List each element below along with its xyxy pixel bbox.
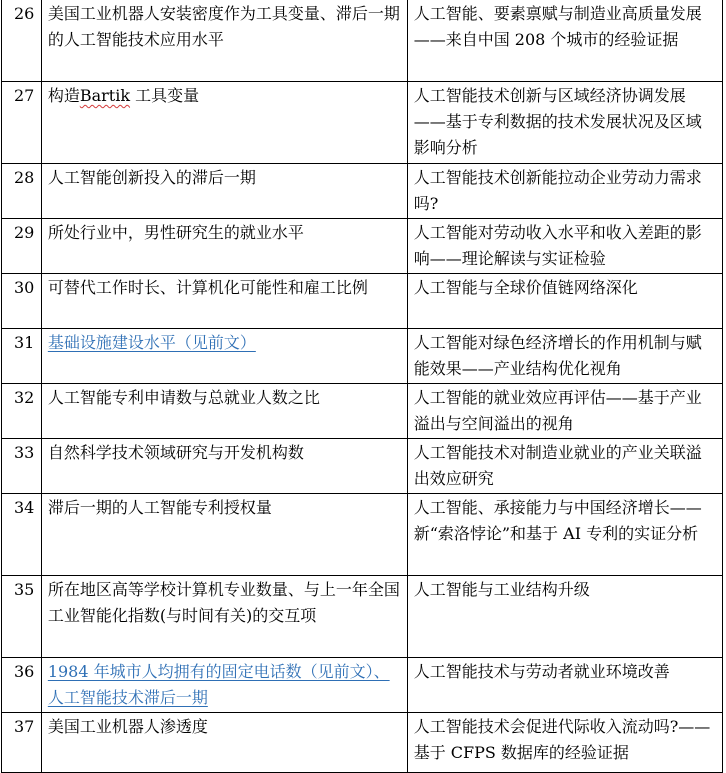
table-row [2, 219, 723, 274]
table-row [2, 576, 723, 658]
paper-title-cell: 人工智能技术创新能拉动企业劳动力需求吗? [407, 164, 722, 219]
cross-reference-link[interactable]: 基础设施建设水平（见前文） [47, 333, 256, 352]
table-row [2, 439, 723, 494]
table-row [2, 713, 723, 773]
table-row [2, 494, 723, 576]
row-number: 36 [2, 658, 42, 713]
row-number: 31 [2, 329, 42, 384]
row-number: 37 [2, 713, 42, 773]
instrument-variable-cell [41, 658, 407, 713]
paper-title-cell: 人工智能技术对制造业就业的产业关联溢出效应研究 [407, 439, 722, 494]
instrument-variable-cell: 可替代工作时长、计算机化可能性和雇工比例 [41, 274, 407, 329]
row-number: 30 [2, 274, 42, 329]
paper-title-cell: 人工智能与全球价值链网络深化 [407, 274, 722, 329]
row-number: 34 [2, 494, 42, 576]
table-row [2, 329, 723, 384]
table-row [2, 164, 723, 219]
table-row [2, 82, 723, 164]
instrument-variable-cell: 人工智能专利申请数与总就业人数之比 [41, 384, 407, 439]
table-row [2, 0, 723, 82]
instrument-variable-cell: 美国工业机器人渗透度 [41, 713, 407, 773]
spellcheck-marked-word: Bartik [79, 86, 131, 105]
instrument-variable-cell: 人工智能创新投入的滞后一期 [41, 164, 407, 219]
row-number: 33 [2, 439, 42, 494]
paper-title-cell: 人工智能对劳动收入水平和收入差距的影响——理论解读与实证检验 [407, 219, 722, 274]
instrument-variable-cell [41, 82, 407, 164]
paper-title-cell: 人工智能、要素禀赋与制造业高质量发展——来自中国 208 个城市的经验证据 [407, 0, 722, 82]
cross-reference-link[interactable]: 1984 年城市人均拥有的固定电话数（见前文）、人工智能技术滞后一期 [47, 662, 390, 707]
row-number: 32 [2, 384, 42, 439]
table-row [2, 274, 723, 329]
paper-title-cell: 人工智能技术与劳动者就业环境改善 [407, 658, 722, 713]
instrument-variable-cell: 自然科学技术领域研究与开发机构数 [41, 439, 407, 494]
instrument-variable-cell [41, 329, 407, 384]
paper-title-cell: 人工智能、承接能力与中国经济增长——新“索洛悖论”和基于 AI 专利的实证分析 [407, 494, 722, 576]
paper-title-cell: 人工智能对绿色经济增长的作用机制与赋能效果——产业结构优化视角 [407, 329, 722, 384]
paper-title-cell: 人工智能技术创新与区域经济协调发展——基于专利数据的技术发展状况及区域影响分析 [407, 82, 722, 164]
paper-title-cell: 人工智能技术会促进代际收入流动吗?——基于 CFPS 数据库的经验证据 [407, 713, 722, 773]
instrument-variable-cell: 滞后一期的人工智能专利授权量 [41, 494, 407, 576]
paper-title-cell: 人工智能与工业结构升级 [407, 576, 722, 658]
row-number: 29 [2, 219, 42, 274]
row-number: 28 [2, 164, 42, 219]
variable-prefix: 构造 [47, 86, 80, 105]
reference-table [1, 0, 723, 773]
variable-suffix: 工具变量 [130, 86, 200, 105]
table-row [2, 658, 723, 713]
instrument-variable-cell: 所在地区高等学校计算机专业数量、与上一年全国工业智能化指数(与时间有关)的交互项 [41, 576, 407, 658]
paper-title-cell: 人工智能的就业效应再评估——基于产业溢出与空间溢出的视角 [407, 384, 722, 439]
row-number: 27 [2, 82, 42, 164]
row-number: 35 [2, 576, 42, 658]
instrument-variable-cell: 所处行业中，男性研究生的就业水平 [41, 219, 407, 274]
row-number: 26 [2, 0, 42, 82]
instrument-variable-cell: 美国工业机器人安装密度作为工具变量、滞后一期的人工智能技术应用水平 [41, 0, 407, 82]
table-row [2, 384, 723, 439]
